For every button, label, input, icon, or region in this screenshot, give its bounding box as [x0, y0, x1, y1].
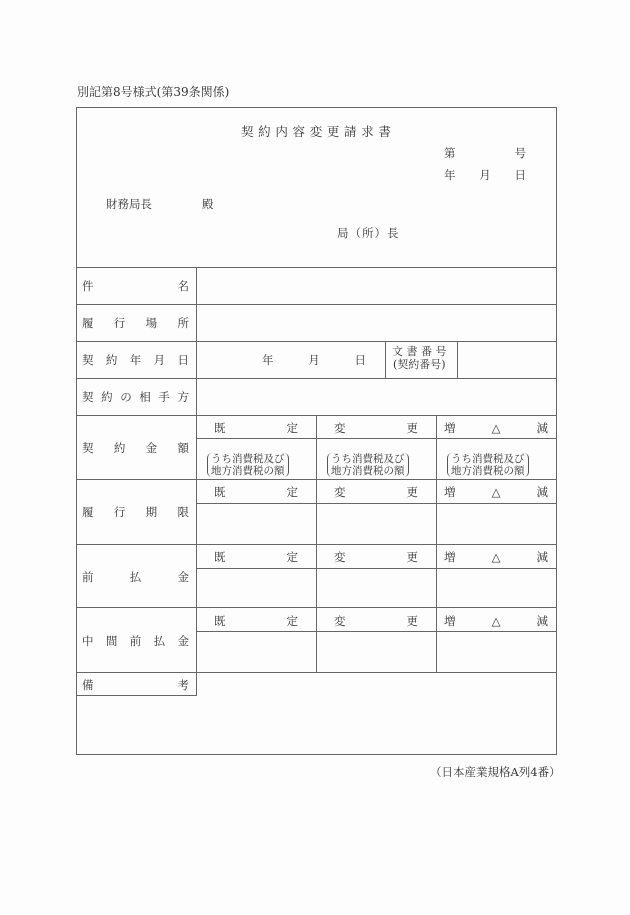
header-changed: 変 更	[334, 421, 418, 435]
header-existing: 既 定	[214, 421, 298, 435]
form-reference: 別記第8号様式(第39条関係)	[77, 85, 230, 99]
label-doc-number: 文 書 番 号 (契約番号)	[392, 345, 447, 371]
header-changed: 変 更	[334, 550, 418, 564]
document-number: 第 号	[444, 146, 526, 160]
remarks-field[interactable]	[77, 696, 556, 754]
header-diff: 増 △ 減	[444, 421, 548, 435]
honorific: 殿	[202, 197, 214, 211]
label-place: 履 行 場 所	[82, 316, 189, 330]
tax-note: うち消費税及び 地方消費税の額	[207, 453, 289, 477]
request-date: 年 月 日	[444, 168, 526, 182]
subject-field[interactable]	[197, 268, 556, 304]
label-counterparty: 契 約 の 相 手 方	[82, 390, 189, 404]
addressee: 財務局長	[106, 197, 152, 211]
label-remarks: 備 考	[82, 678, 189, 692]
header-changed: 変 更	[334, 614, 418, 628]
label-subject: 件 名	[82, 279, 189, 293]
header-diff: 増 △ 減	[444, 614, 548, 628]
label-amount: 契 約 金 額	[82, 441, 189, 455]
doc-number-field[interactable]	[458, 342, 556, 378]
contract-date-field[interactable]: 年 月 日	[262, 353, 366, 367]
label-contract-date: 契 約 年 月 日	[82, 353, 189, 367]
place-field[interactable]	[197, 305, 556, 341]
label-advance: 前 払 金	[82, 570, 189, 584]
header-existing: 既 定	[214, 614, 298, 628]
tax-note: うち消費税及び 地方消費税の額	[327, 453, 409, 477]
counterparty-field[interactable]	[197, 379, 556, 415]
sender-title: 局（所）長	[337, 226, 400, 240]
header-existing: 既 定	[214, 550, 298, 564]
form-title: 契 約 内 容 変 更 請 求 書	[241, 124, 391, 139]
label-period: 履 行 期 限	[82, 505, 189, 519]
header-diff: 増 △ 減	[444, 485, 548, 499]
header-changed: 変 更	[334, 485, 418, 499]
tax-note: うち消費税及び 地方消費税の額	[447, 453, 529, 477]
paper-size-note: （日本産業規格A列4番）	[430, 765, 561, 779]
label-mid-advance: 中 間 前 払 金	[82, 634, 189, 648]
header-diff: 増 △ 減	[444, 550, 548, 564]
header-existing: 既 定	[214, 485, 298, 499]
